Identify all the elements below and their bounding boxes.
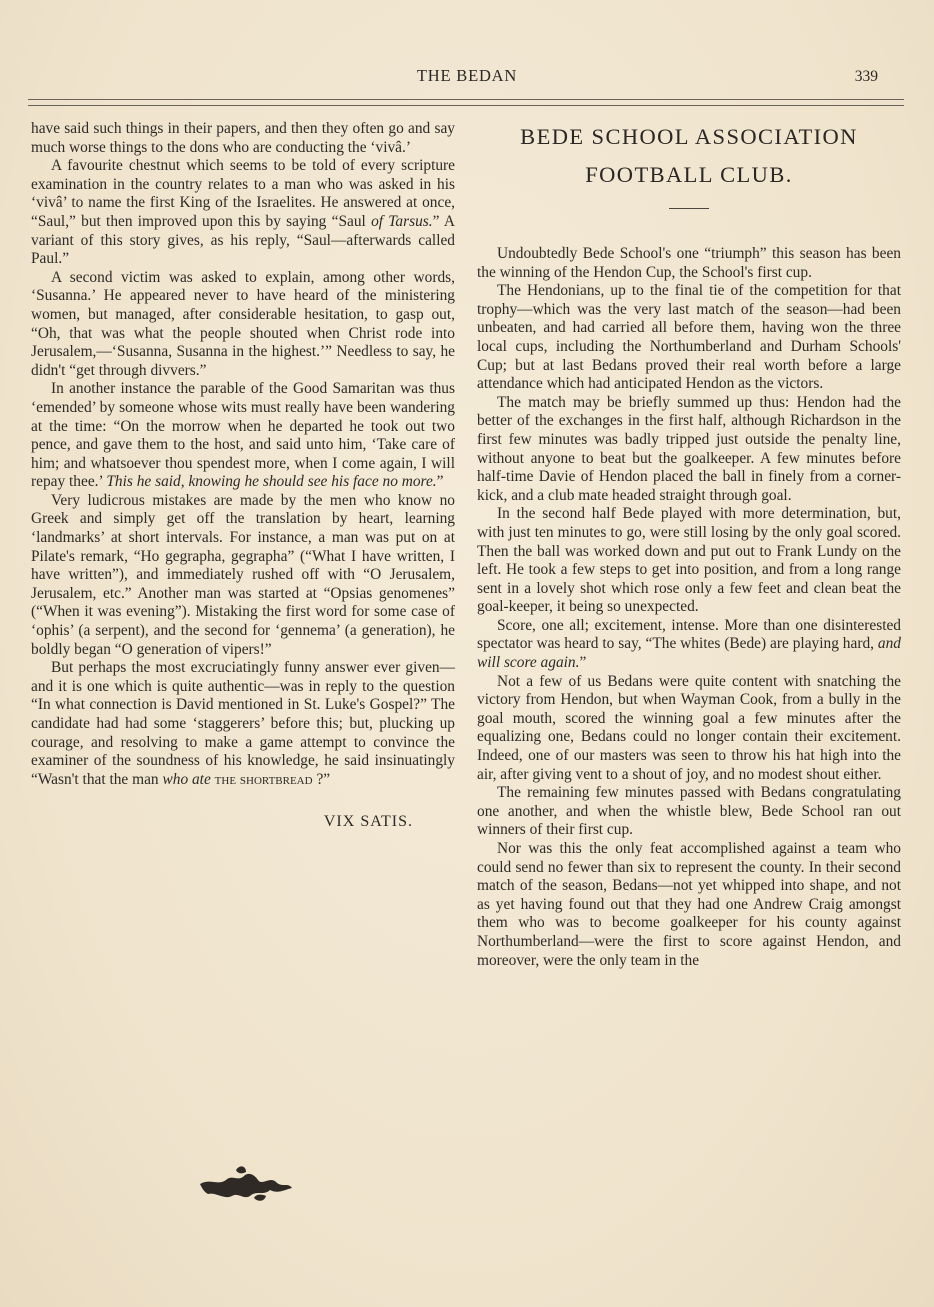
right-paragraph-6: Not a few of us Bedans were quite content with snatching the victory from Hendon, but when Wayman Cook, from a bully in the goal mouth, scored the winning goal a few minutes after the equalizing one, Bedans could no longer contain their excitement. Indeed, one of our masters was seen to throw his hat high into the air, after giving vent to a shout of joy, and no modest shout either.: [477, 672, 901, 783]
left-paragraph-4-tail: ”: [436, 473, 444, 491]
left-column: [31, 120, 455, 832]
left-paragraph-4-italic: This he said, knowing he should see his face no more.: [106, 473, 437, 491]
right-paragraph-4: In the second half Bede played with more determination, but, with just ten minutes to go, were still losing by the only goal scored. Then the ball was worked down and put out to Frank Lundy on the left. He took a few steps to get into position, and from a long range sent in a lovely shot which rose only a few feet and clean beat the goal-keeper, it being so unexpected.: [477, 505, 901, 616]
right-paragraph-8: Nor was this the only feat accomplished against a team who could send no fewer than six to represent the county. In their second match of the season, Bedans—not yet whipped into shape, and not as yet having found out that they had one Andrew Craig amongst them who was to become goalkeeper for his county against Northumberland—were the first to score against Hendon, and moreover, were the only team in the: [477, 840, 901, 969]
right-paragraph-5-italic: and will score again.: [477, 635, 901, 672]
running-header: [0, 66, 934, 92]
fleuron-ornament-icon: [196, 1160, 296, 1204]
left-paragraph-2-text: A favourite chestnut which seems to be told of every scripture examination in the country relates to a man who was asked in his ‘vivâ’ to name the first King of the Israelites. He answered at once, “Saul,” but then improved upon this by saying “Saul: [31, 157, 455, 230]
right-paragraph-5-tail: ”: [579, 654, 587, 672]
left-paragraph-3: A second victim was asked to explain, among other words, ‘Susanna.’ He appeared never to have heard of the ministering women, but managed, after considerable hesitation, to gasp out, “Oh, that was what the people shouted when Christ rode into Jerusalem,—‘Susanna, Susanna in the highest.’” Needless to say, he didn't “get through divvers.”: [31, 268, 455, 379]
left-paragraph-4-text: In another instance the parable of the Good Samaritan was thus ‘emended’ by someone whose wits must really have been wandering at the time: “On the morrow when he departed he took out two pence, and gave them to the host, and said unto him, ‘Take care of him; and whatsoever thou spendest more, when I come again, I will repay thee.’: [31, 380, 455, 491]
article-heading-line-2: FOOTBALL CLUB.: [585, 162, 793, 187]
page-number: 339: [854, 68, 878, 85]
article-heading-line-1: BEDE SCHOOL ASSOCIATION: [520, 124, 858, 149]
signature: VIX SATIS.: [323, 813, 413, 831]
left-paragraph-4: [31, 380, 455, 492]
left-paragraph-6-smallcaps: the shortbread: [214, 770, 313, 788]
left-paragraph-6: [31, 659, 455, 789]
left-paragraph-1: have said such things in their papers, and then they often go and say much worse things to the dons who are conducting the ‘vivâ.’: [31, 120, 455, 156]
right-paragraph-3: The match may be briefly summed up thus: Hendon had the better of the exchanges in the first half, although Richardson in the first few minutes was badly tripped just outside the penalty line, without anyone to beat but the goalkeeper. A few minutes before half-time Davie of Hendon placed the ball in finely from a corner-kick, and a club mate headed straight through goal.: [477, 393, 901, 504]
left-paragraph-6-text: But perhaps the most excruciatingly funny answer ever given—and it is one which is quite authentic—was in reply to the question “In what connection is David mentioned in St. Luke's Gospel?” The candidate had had some ‘staggerers’ before this; but, plucking up courage, and resolving to make a game attempt to convince the examiner of the soundness of his knowledge, he said insinuatingly “Wasn't that the man: [31, 659, 455, 788]
header-double-rule: [28, 99, 904, 106]
right-paragraph-1: Undoubtedly Bede School's one “triumph” this season has been the winning of the Hendon Cup, the School's first cup.: [477, 245, 901, 281]
right-paragraph-7: The remaining few minutes passed with Bedans congratulating one another, and when the whistle blew, Bede School ran out winners of their first cup.: [477, 784, 901, 839]
left-paragraph-2-tail: ” A variant of this story gives, as his reply, “Saul—afterwards called Paul.”: [31, 212, 455, 268]
left-paragraph-6-italic: who ate: [162, 770, 211, 788]
right-column: [477, 120, 901, 970]
left-paragraph-2-italic: of Tarsus.: [371, 212, 433, 230]
left-paragraph-2: [31, 157, 455, 269]
left-paragraph-5: Very ludicrous mistakes are made by the men who know no Greek and simply get off the translation by heart, learning ‘landmarks’ at short intervals. For instance, a man was put on at Pilate's remark, “Ho gegrapha, gegrapha” (“What I have written, I have written”), and immediately rushed off with “O Jerusalem, Jerusalem, etc.” Another man was started at “Opsias genomenes” (“When it was evening”). Mistaking the first word for some case of ‘ophis’ (a serpent), and the second for ‘gennema’ (a generation), he boldly began “O generation of vipers!”: [31, 491, 455, 658]
running-title: THE BEDAN: [416, 66, 518, 85]
left-paragraph-6-tail: ?”: [316, 770, 331, 788]
right-paragraph-5-text: Score, one all; excitement, intense. More than one disinterested spectator was heard to say, “The whites (Bede) are playing hard,: [477, 616, 901, 653]
right-paragraph-5: [477, 617, 901, 673]
heading-divider: [669, 208, 709, 209]
right-paragraph-2: The Hendonians, up to the final tie of the competition for that trophy—which was the very last match of the season—had been unbeaten, and had carried all before them, having won the three local cups, including the Northumberland and Durham Schools' Cup; but at last Bedans proved their real worth before a large attendance which had anticipated Hendon as the victors.: [477, 282, 901, 393]
